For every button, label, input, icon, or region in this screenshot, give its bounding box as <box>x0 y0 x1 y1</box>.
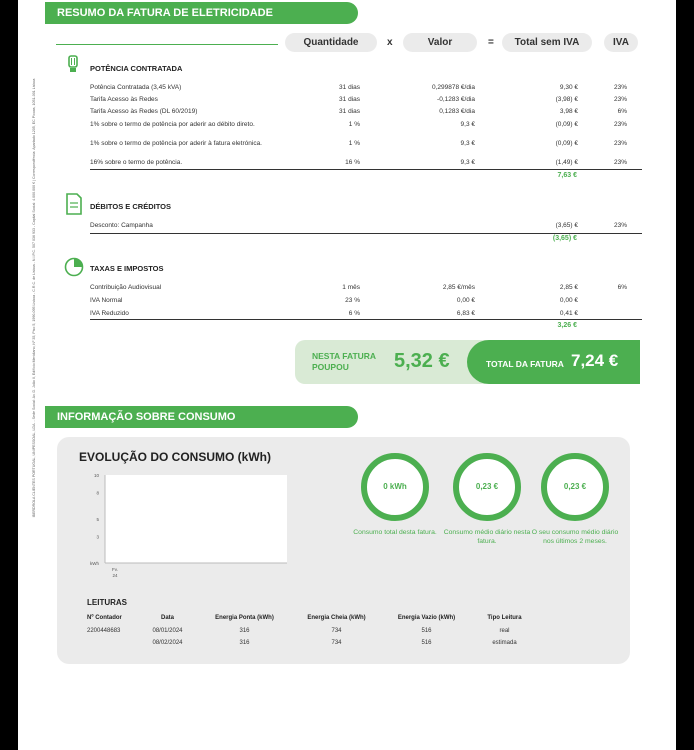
total-box <box>467 340 640 384</box>
table-row: 16% sobre o termo de potência. 16 % 9,3 € (1,49) € 23% <box>90 159 627 166</box>
consumption-chart <box>77 467 297 582</box>
two-month-average-circle: 0,23 € <box>541 453 609 521</box>
savings-value: 5,32 € <box>394 350 450 372</box>
company-side-text: IBERDROLA CLIENTES PORTUGAL, UNIPESSOAL, LDA. - Sede Social: Av. D. João II, Edifício Meridiano, Nº 35, Piso 5, 1990-095 Lisboa - C.R.C. de Lisboa - N.I.P.C. 507 036 933 - Capital Social: 4.000.000 € | Correspondência: Apartado 1205, EC Picoas, 1051-001 Lisboa <box>32 78 36 518</box>
x-tick-label: Fv. <box>112 567 118 572</box>
table-row: 1% sobre o termo de potência por aderir à fatura eletrónica. 1 % 9,3 € (0,09) € 23% <box>90 140 627 147</box>
col-header-vazio: Energia Vazio (kWh) <box>397 615 456 621</box>
y-tick-label: 10 <box>93 473 99 478</box>
total-label: TOTAL DA FATURA <box>486 359 564 369</box>
total-consumption-circle: 0 kWh <box>361 453 429 521</box>
y-tick-label: 8 <box>96 490 99 496</box>
header-equals: = <box>488 37 494 48</box>
consumption-card: EVOLUÇÃO DO CONSUMO (kWh) 10 8 5 3 kWh Fv. 24 0 kWh Consumo total desta fatura. 0,23 € Consumo médio diário nesta fatura. 0,23 € O seu consumo médio diário nos últimos 2 meses. LEITURAS Nº Contador Data Energia Ponta (kWh) Energia Cheia (kWh) Energia Vazio (kWh) Tipo Leitura 2200448683 08/01/2024 316 734 516 real 08/02/2024 316 734 516 estimada <box>57 437 630 664</box>
consumo-banner <box>45 406 358 428</box>
taxas-subtotal: 3,26 € <box>557 322 577 329</box>
header-divider <box>56 44 278 45</box>
resumo-title: RESUMO DA FATURA DE ELETRICIDADE <box>57 7 273 19</box>
chart-title: EVOLUÇÃO DO CONSUMO (kWh) <box>79 450 271 464</box>
header-valor: Valor <box>403 33 477 52</box>
taxas-title: TAXAS E IMPOSTOS <box>90 264 164 273</box>
plot-area <box>105 475 287 563</box>
table-row: IVA Normal 23 % 0,00 € 0,00 € <box>90 297 578 304</box>
col-header-tipo: Tipo Leitura <box>487 615 522 621</box>
consumo-title: INFORMAÇÃO SOBRE CONSUMO <box>57 411 236 423</box>
document-icon <box>65 193 83 213</box>
savings-label: NESTA FATURA POUPOU <box>312 351 376 372</box>
leituras-title: LEITURAS <box>87 598 127 607</box>
lightbulb-icon <box>64 55 82 75</box>
daily-average-caption: Consumo médio diário nesta fatura. <box>443 529 531 545</box>
col-header-contador: Nº Contador <box>87 615 122 621</box>
y-axis-label: kWh <box>90 561 99 566</box>
debitos-divider <box>90 233 642 234</box>
table-row: Potência Contratada (3,45 kVA) 31 dias 0,299878 €/dia 9,30 € 23% <box>90 84 627 91</box>
total-value: 7,24 € <box>571 351 619 370</box>
table-row: Contribuição Audiovisual 1 mês 2,85 €/mês 2,85 € 6% <box>90 284 627 291</box>
pie-chart-icon <box>64 257 82 277</box>
daily-average-circle: 0,23 € <box>453 453 521 521</box>
header-iva: IVA <box>604 33 638 52</box>
total-consumption-caption: Consumo total desta fatura. <box>353 529 437 536</box>
potencia-divider <box>90 169 642 170</box>
potencia-subtotal: 7,63 € <box>557 172 577 179</box>
header-times: x <box>387 37 393 48</box>
col-header-ponta: Energia Ponta (kWh) <box>215 615 274 621</box>
col-header-data: Data <box>160 615 174 621</box>
two-month-average-caption: O seu consumo médio diário nos últimos 2 meses. <box>531 529 619 545</box>
taxas-divider <box>90 319 642 320</box>
potencia-title: POTÊNCIA CONTRATADA <box>90 64 183 73</box>
table-row: Tarifa Acesso às Redes (DL 60/2019) 31 dias 0,1283 €/dia 3,98 € 6% <box>90 108 627 115</box>
table-row: Tarifa Acesso às Redes 31 dias -0,1283 €/dia (3,98) € 23% <box>90 96 627 103</box>
resumo-banner <box>45 2 358 24</box>
table-row: 1% sobre o termo de potência por aderir ao débito direto. 1 % 9,3 € (0,09) € 23% <box>90 121 627 128</box>
table-row: Desconto: Campanha (3,65) € 23% <box>90 222 627 229</box>
header-total-sem-iva: Total sem IVA <box>502 33 592 52</box>
table-row: IVA Reduzido 6 % 6,83 € 0,41 € <box>90 310 578 317</box>
col-header-cheia: Energia Cheia (kWh) <box>307 615 366 621</box>
x-tick-label: 24 <box>112 573 118 578</box>
y-tick-label: 3 <box>96 534 99 540</box>
debitos-title: DÉBITOS E CRÉDITOS <box>90 202 171 211</box>
header-quantidade: Quantidade <box>285 33 377 52</box>
debitos-subtotal: (3,65) € <box>552 235 577 242</box>
y-tick-label: 5 <box>96 517 99 522</box>
